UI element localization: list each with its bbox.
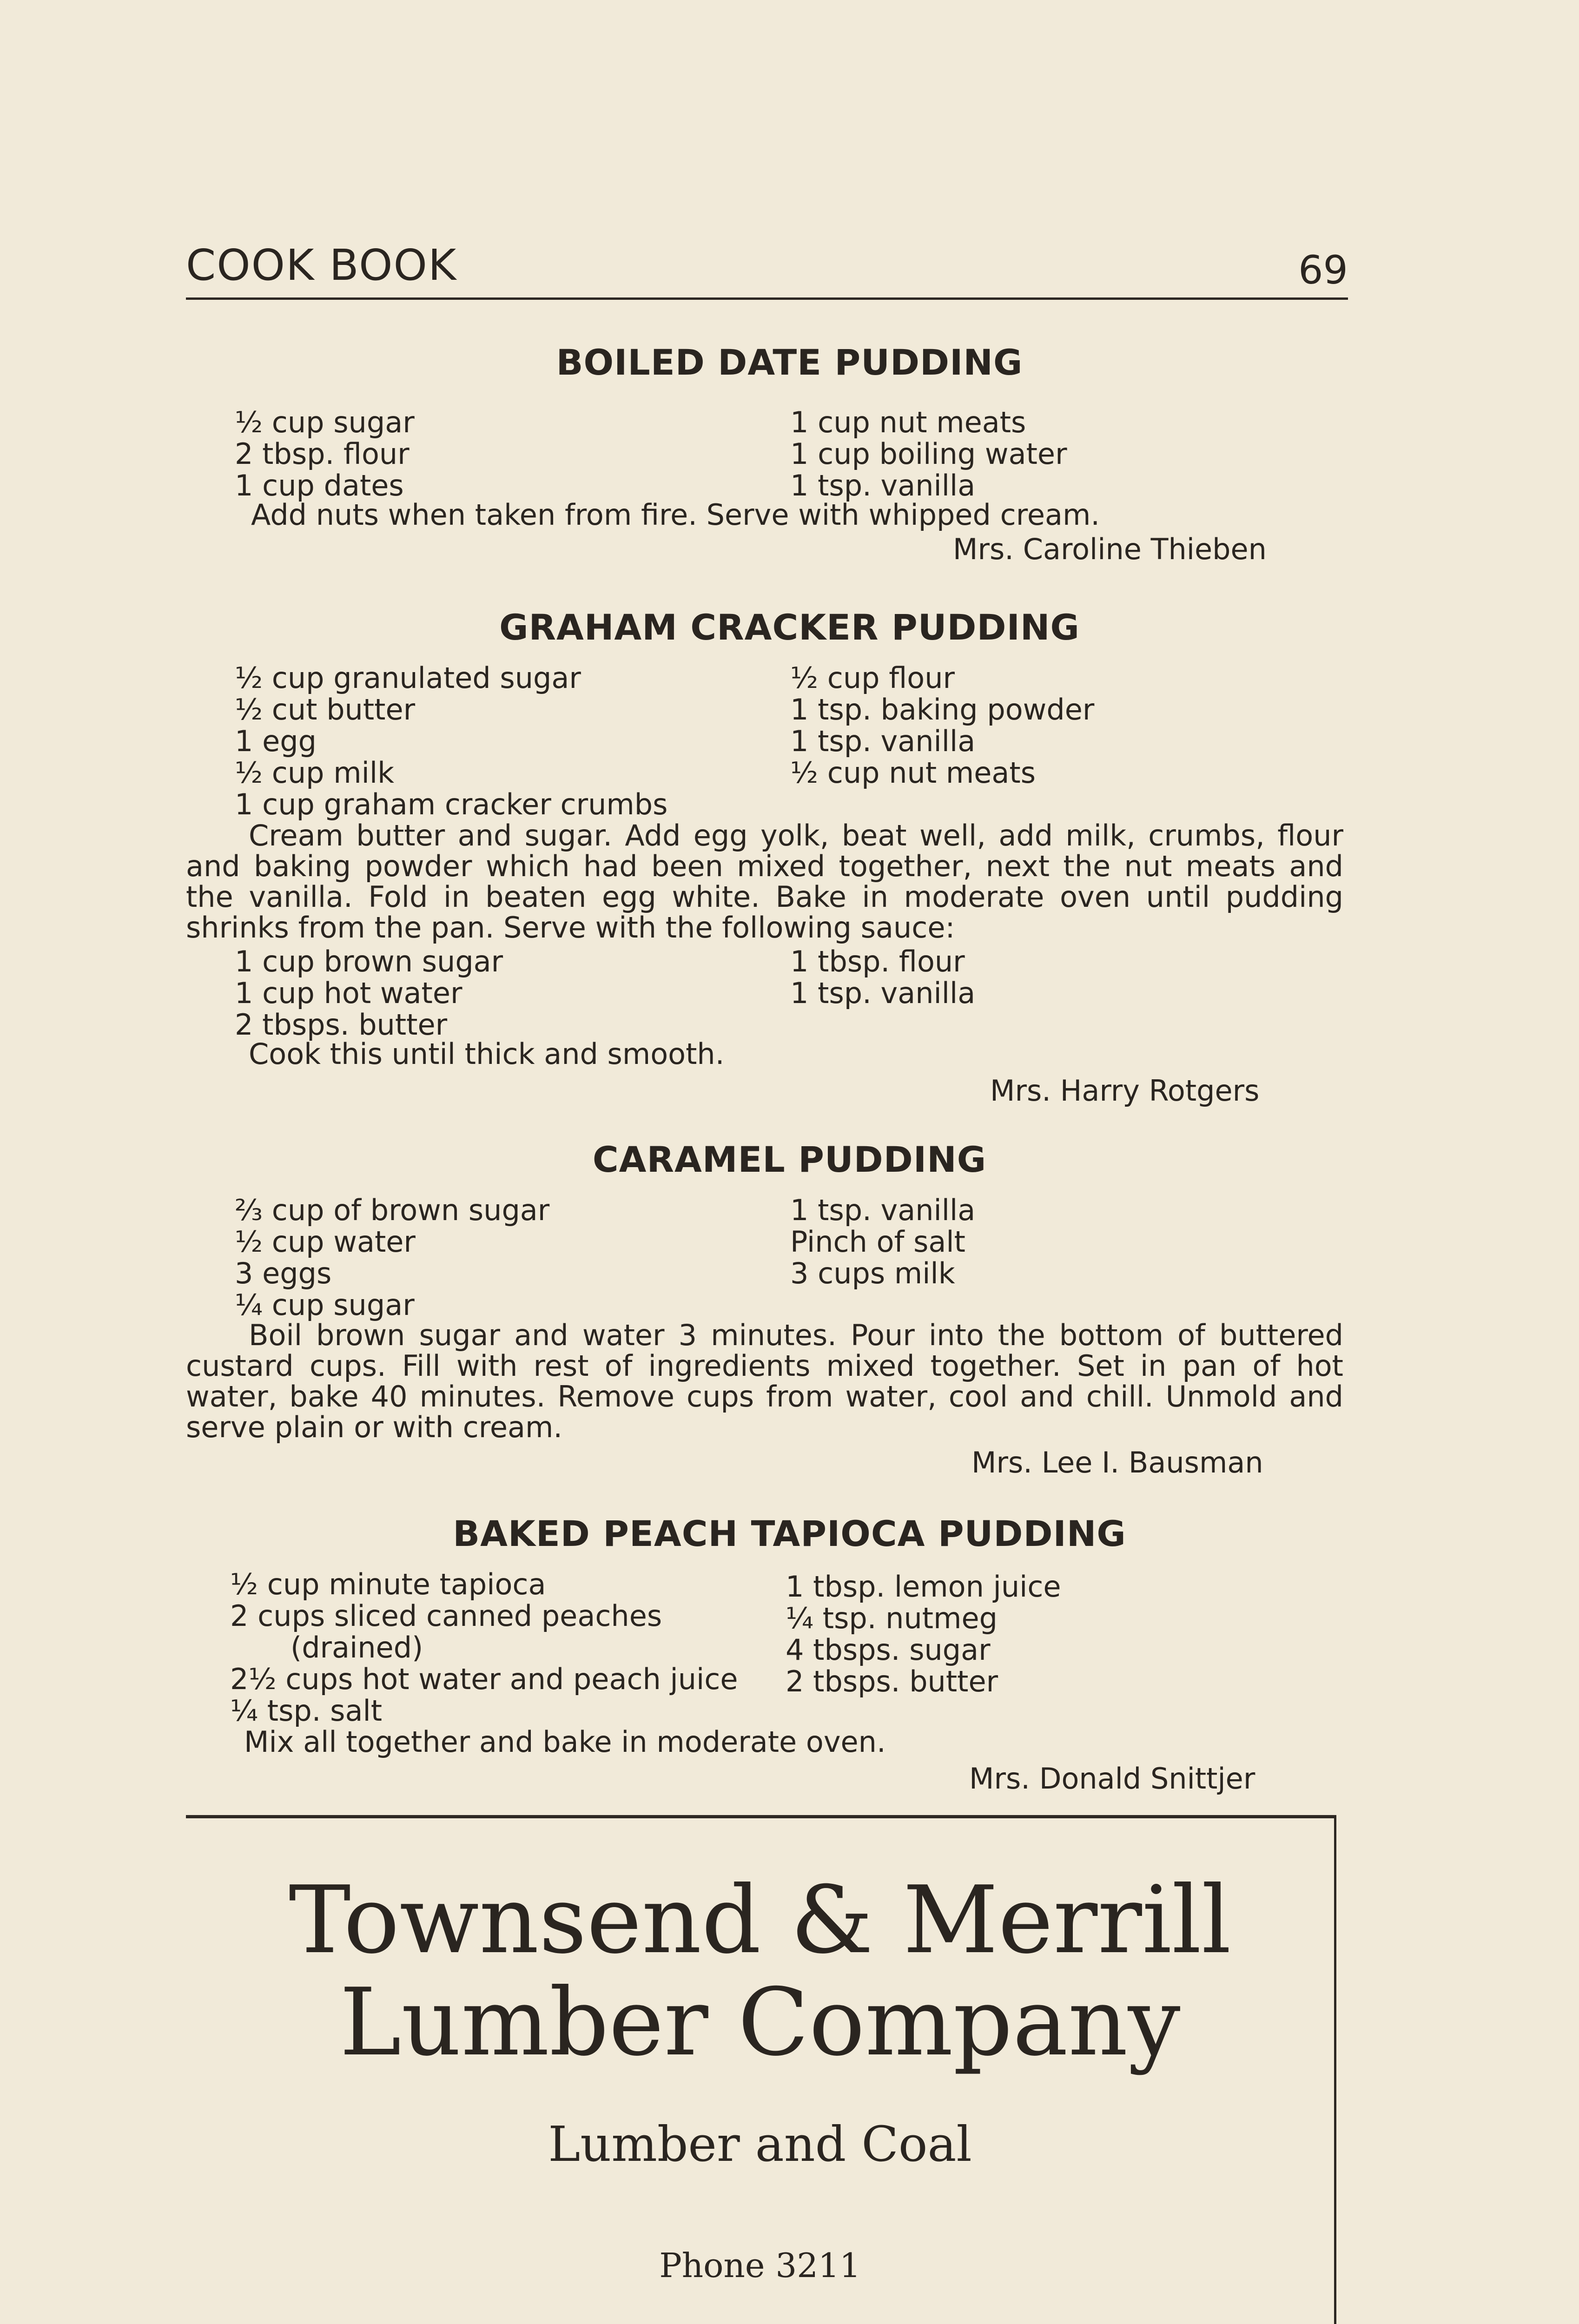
ingredient: 3 eggs — [235, 1256, 332, 1290]
ingredient: 1 cup boiling water — [790, 437, 1067, 471]
ingredient: (drained) — [291, 1631, 423, 1664]
sauce-list-left — [235, 946, 503, 1041]
ingredient: 1 tbsp. flour — [790, 944, 965, 978]
ad-phone: Phone 3211 — [659, 2246, 861, 2285]
ingredient-list-left — [235, 1195, 549, 1321]
ingredient-list-right — [790, 407, 1067, 502]
ingredient: 2 tbsp. flour — [235, 437, 410, 471]
recipe-title: GRAHAM CRACKER PUDDING — [499, 607, 1080, 648]
ingredient-list-right — [790, 662, 1094, 789]
recipe-title: BOILED DATE PUDDING — [556, 342, 1023, 383]
recipe-directions: Boil brown sugar and water 3 minutes. Pour into the bottom of buttered custard cups. Fill with rest of ingredients mixed together. Set in pan of hot water, bake 40 minutes. Remove cups from water, cool and chill. Unmold and serve plain or with cream. — [186, 1318, 1343, 1444]
ingredient: ¼ tsp. nutmeg — [786, 1601, 998, 1635]
ingredient: 3 cups milk — [790, 1256, 955, 1290]
ingredient: 2½ cups hot water and peach juice — [230, 1662, 738, 1696]
company-name-line2: Lumber Company — [339, 1968, 1181, 2077]
ingredient: 2 tbsps. butter — [786, 1664, 998, 1698]
ingredient: 2 tbsps. butter — [235, 1008, 448, 1042]
company-name-line1: Townsend & Merrill — [289, 1866, 1231, 1974]
page-number: 69 — [1298, 247, 1348, 293]
ingredient: ½ cup flour — [790, 661, 955, 695]
ingredient: 1 tbsp. lemon juice — [786, 1570, 1061, 1604]
recipe-author: Mrs. Lee I. Bausman — [971, 1446, 1263, 1479]
sauce-directions: Cook this until thick and smooth. — [249, 1037, 725, 1071]
recipe-title: CARAMEL PUDDING — [592, 1139, 987, 1180]
recipe-title: BAKED PEACH TAPIOCA PUDDING — [453, 1513, 1126, 1554]
ingredient-list-right — [786, 1571, 1061, 1697]
ingredient: 1 cup graham cracker crumbs — [235, 787, 668, 821]
ingredient: 1 cup hot water — [235, 976, 462, 1010]
recipe-directions: Cream butter and sugar. Add egg yolk, beat well, add milk, crumbs, flour and baking powder which had been mixed together, next the nut meats and the vanilla. Fold in beaten egg white. Bake in moderate oven until pudding shrinks from the pan. Serve with the following sauce: — [186, 819, 1343, 944]
running-header — [186, 242, 1348, 300]
ingredient: ½ cup water — [235, 1225, 416, 1259]
recipe-author: Mrs. Harry Rotgers — [990, 1074, 1260, 1108]
ingredient: 1 tsp. baking powder — [790, 693, 1095, 726]
ingredient: 4 tbsps. sugar — [786, 1633, 991, 1667]
recipe-author: Mrs. Caroline Thieben — [953, 532, 1267, 566]
ad-tagline: Lumber and Coal — [548, 2116, 972, 2172]
ingredient: ½ cup sugar — [235, 405, 415, 439]
ingredient: 1 cup brown sugar — [235, 944, 503, 978]
recipe-author: Mrs. Donald Snittjer — [969, 1762, 1255, 1796]
ingredient: ¼ cup sugar — [235, 1288, 415, 1322]
ingredient: Pinch of salt — [790, 1225, 965, 1259]
ingredient: 1 tsp. vanilla — [790, 976, 976, 1010]
ingredient: ½ cup minute tapioca — [230, 1567, 546, 1601]
ingredient: 1 cup nut meats — [790, 405, 1026, 439]
recipe-directions: Mix all together and bake in moderate oven. — [244, 1725, 886, 1759]
ingredient-list-left — [230, 1569, 738, 1727]
ingredient: ½ cut butter — [235, 693, 416, 726]
ingredient: 1 tsp. vanilla — [790, 724, 976, 758]
ingredient: ¼ tsp. salt — [230, 1694, 383, 1728]
ingredient: ⅔ cup of brown sugar — [235, 1193, 550, 1227]
ingredient: ½ cup milk — [235, 756, 394, 790]
ingredient: 1 tsp. vanilla — [790, 469, 976, 502]
ingredient: 1 cup dates — [235, 469, 404, 502]
ingredient-list-right — [790, 1195, 975, 1289]
ingredient-list-left — [235, 407, 415, 502]
recipe-directions: Add nuts when taken from fire. Serve with whipped cream. — [251, 498, 1100, 532]
ingredient: ½ cup nut meats — [790, 756, 1036, 790]
sauce-list-right — [790, 946, 975, 1009]
ingredient-list-left — [235, 662, 667, 820]
book-title: COOK BOOK — [186, 240, 457, 290]
ingredient: 1 egg — [235, 724, 317, 758]
ingredient: 1 tsp. vanilla — [790, 1193, 976, 1227]
ingredient: 2 cups sliced canned peaches — [230, 1599, 662, 1633]
advertisement-box — [186, 1815, 1336, 2324]
ingredient: ½ cup granulated sugar — [235, 661, 581, 695]
